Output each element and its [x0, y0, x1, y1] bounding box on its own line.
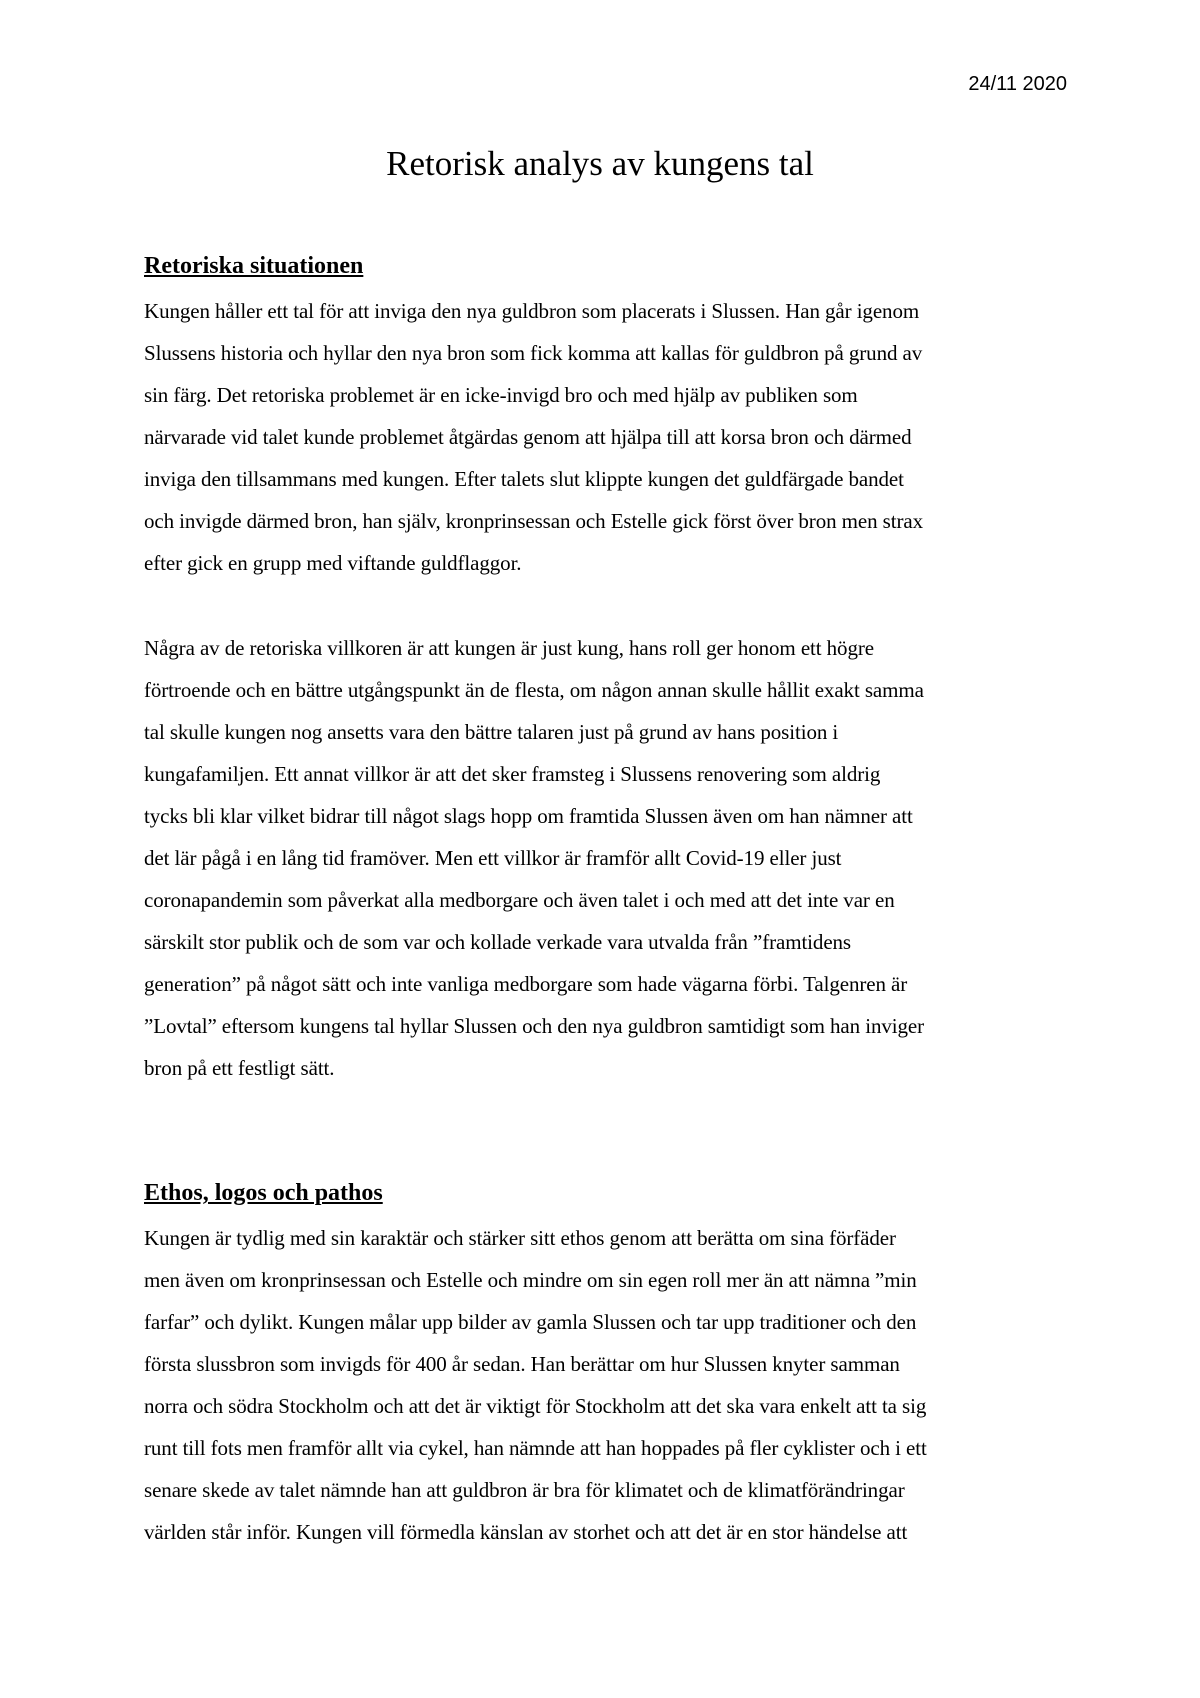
document-date: 24/11 2020	[968, 73, 1067, 95]
paragraph-line: norra och södra Stockholm och att det är viktigt för Stockholm att det ska vara enkelt att ta sig	[144, 1394, 927, 1418]
section-heading-ethos-logos-pathos: Ethos, logos och pathos	[144, 1180, 383, 1206]
paragraph-line: runt till fots men framför allt via cykel, han nämnde att han hoppades på fler cyklister och i ett	[144, 1436, 927, 1460]
paragraph-line: första slussbron som invigds för 400 år sedan. Han berättar om hur Slussen knyter samman	[144, 1352, 900, 1376]
paragraph	[144, 290, 1064, 584]
paragraph-line: kungafamiljen. Ett annat villkor är att det sker framsteg i Slussens renovering som aldrig	[144, 762, 881, 786]
paragraph-line: Kungen är tydlig med sin karaktär och stärker sitt ethos genom att berätta om sina förfäder	[144, 1226, 896, 1250]
paragraph-line: tal skulle kungen nog ansetts vara den bättre talaren just på grund av hans position i	[144, 720, 839, 744]
paragraph-line: ”Lovtal” eftersom kungens tal hyllar Slussen och den nya guldbron samtidigt som han inviger	[144, 1014, 924, 1038]
paragraph-line: bron på ett festligt sätt.	[144, 1056, 335, 1080]
paragraph-line: världen står inför. Kungen vill förmedla känslan av storhet och att det är en stor händelse att	[144, 1520, 908, 1544]
paragraph-line: farfar” och dylikt. Kungen målar upp bilder av gamla Slussen och tar upp traditioner och den	[144, 1310, 917, 1334]
document-title: Retorisk analys av kungens tal	[386, 144, 814, 183]
paragraph-line: inviga den tillsammans med kungen. Efter talets slut klippte kungen det guldfärgade bandet	[144, 467, 904, 491]
paragraph-line: Slussens historia och hyllar den nya bron som fick komma att kallas för guldbron på grund av	[144, 341, 923, 365]
paragraph-line: Några av de retoriska villkoren är att kungen är just kung, hans roll ger honom ett högre	[144, 636, 874, 660]
paragraph-line: efter gick en grupp med viftande guldflaggor.	[144, 551, 522, 575]
paragraph-line: närvarade vid talet kunde problemet åtgärdas genom att hjälpa till att korsa bron och därmed	[144, 425, 912, 449]
paragraph-line: det lär pågå i en lång tid framöver. Men ett villkor är framför allt Covid-19 eller just	[144, 846, 842, 870]
paragraph	[144, 1217, 1064, 1553]
paragraph-line: sin färg. Det retoriska problemet är en icke-invigd bro och med hjälp av publiken som	[144, 383, 858, 407]
paragraph-line: generation” på något sätt och inte vanliga medborgare som hade vägarna förbi. Talgenren är	[144, 972, 908, 996]
paragraph-line: förtroende och en bättre utgångspunkt än de flesta, om någon annan skulle hållit exakt samma	[144, 678, 924, 702]
paragraph-line: coronapandemin som påverkat alla medborgare och även talet i och med att det inte var en	[144, 888, 895, 912]
paragraph-line: Kungen håller ett tal för att inviga den nya guldbron som placerats i Slussen. Han går igenom	[144, 299, 920, 323]
paragraph-line: och invigde därmed bron, han själv, kronprinsessan och Estelle gick först över bron men strax	[144, 509, 923, 533]
paragraph-line: senare skede av talet nämnde han att guldbron är bra för klimatet och de klimatförändringar	[144, 1478, 905, 1502]
paragraph-line: men även om kronprinsessan och Estelle och mindre om sin egen roll mer än att nämna ”min	[144, 1268, 917, 1292]
paragraph	[144, 627, 1064, 1089]
paragraph-line: tycks bli klar vilket bidrar till något slags hopp om framtida Slussen även om han nämner att	[144, 804, 913, 828]
paragraph-line: särskilt stor publik och de som var och kollade verkade vara utvalda från ”framtidens	[144, 930, 852, 954]
section-heading-retoriska-situationen: Retoriska situationen	[144, 253, 364, 279]
